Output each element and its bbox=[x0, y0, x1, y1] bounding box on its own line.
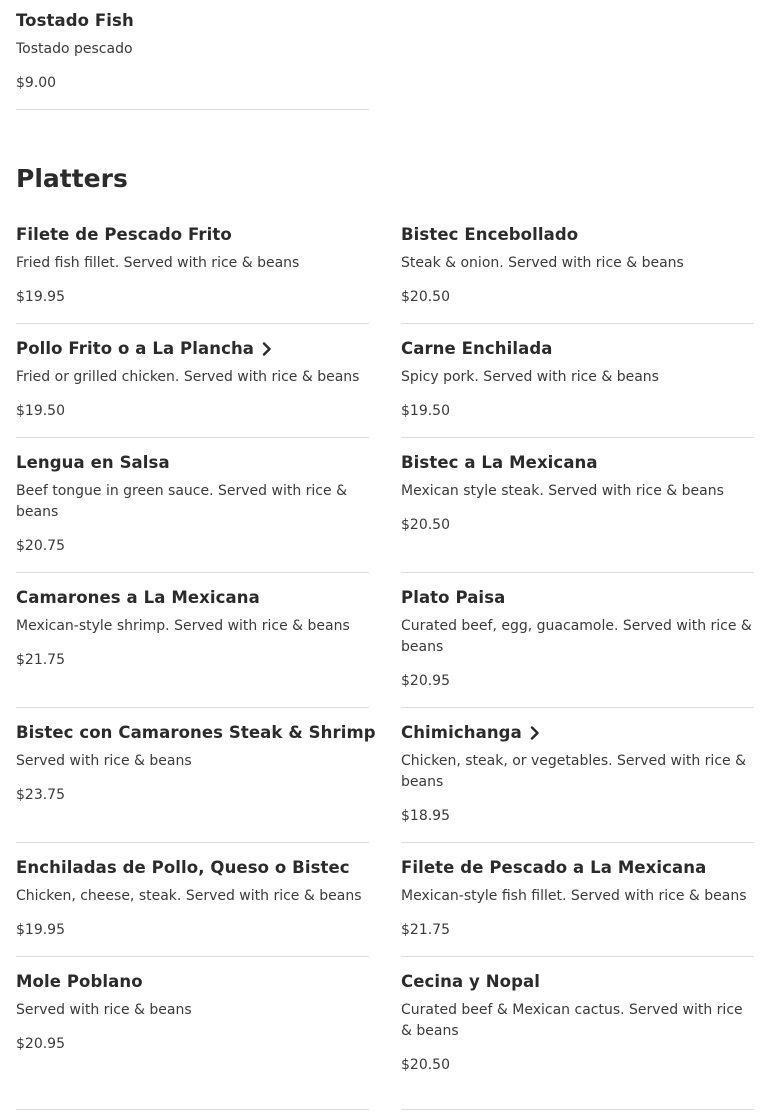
item-price: $19.50 bbox=[401, 403, 450, 419]
section-title: Platters bbox=[16, 164, 128, 193]
menu-item[interactable] bbox=[401, 858, 754, 957]
item-price: $21.75 bbox=[401, 922, 450, 938]
menu-item[interactable] bbox=[16, 972, 369, 1110]
item-description: Beef tongue in green sauce. Served with rice & beans bbox=[16, 483, 347, 520]
item-name: Camarones a La Mexicana bbox=[16, 588, 260, 607]
item-price: $20.95 bbox=[401, 673, 450, 689]
chevron-right-icon[interactable] bbox=[530, 726, 540, 740]
menu-item[interactable] bbox=[401, 453, 754, 573]
item-description: Chicken, steak, or vegetables. Served with rice & beans bbox=[401, 753, 747, 790]
item-name: Mole Poblano bbox=[16, 972, 143, 991]
item-price: $23.75 bbox=[16, 787, 65, 803]
item-description: Served with rice & beans bbox=[16, 1002, 192, 1018]
item-price: $21.75 bbox=[16, 652, 65, 668]
item-description: Mexican-style fish fillet. Served with rice & beans bbox=[401, 888, 747, 904]
item-name: Bistec a La Mexicana bbox=[401, 453, 598, 472]
item-price: $19.50 bbox=[16, 403, 65, 419]
item-name: Bistec con Camarones Steak & Shrimp bbox=[16, 723, 376, 742]
menu-item[interactable] bbox=[16, 588, 369, 708]
item-description: Curated beef, egg, guacamole. Served with rice & beans bbox=[401, 618, 752, 655]
item-name: Lengua en Salsa bbox=[16, 453, 170, 472]
item-name: Cecina y Nopal bbox=[401, 972, 541, 991]
item-price: $19.95 bbox=[16, 289, 65, 305]
item-description: Mexican-style shrimp. Served with rice & beans bbox=[16, 618, 350, 634]
item-name: Carne Enchilada bbox=[401, 339, 553, 358]
item-description: Fried fish fillet. Served with rice & beans bbox=[16, 255, 300, 271]
item-description: Served with rice & beans bbox=[16, 753, 192, 769]
item-description: Mexican style steak. Served with rice & beans bbox=[401, 483, 724, 499]
chevron-right-icon[interactable] bbox=[262, 342, 272, 356]
item-name: Filete de Pescado a La Mexicana bbox=[401, 858, 707, 877]
menu-item[interactable] bbox=[16, 723, 376, 843]
item-description: Steak & onion. Served with rice & beans bbox=[401, 255, 684, 271]
menu-item[interactable] bbox=[16, 339, 369, 438]
menu-item[interactable] bbox=[401, 225, 754, 324]
menu-item[interactable] bbox=[16, 11, 369, 110]
item-name: Bistec Encebollado bbox=[401, 225, 579, 244]
item-description: Chicken, cheese, steak. Served with rice & beans bbox=[16, 888, 362, 904]
item-price: $9.00 bbox=[16, 75, 57, 91]
item-name: Plato Paisa bbox=[401, 588, 506, 607]
item-description: Fried or grilled chicken. Served with rice & beans bbox=[16, 369, 360, 385]
item-price: $20.95 bbox=[16, 1036, 65, 1052]
item-description: Curated beef & Mexican cactus. Served with rice & beans bbox=[401, 1002, 743, 1039]
menu-item[interactable] bbox=[401, 723, 754, 843]
menu-item[interactable] bbox=[401, 588, 754, 708]
item-price: $20.50 bbox=[401, 1057, 450, 1073]
menu-item[interactable] bbox=[401, 339, 754, 438]
item-name: Chimichanga bbox=[401, 723, 522, 742]
item-description: Spicy pork. Served with rice & beans bbox=[401, 369, 659, 385]
item-price: $19.95 bbox=[16, 922, 65, 938]
item-price: $20.50 bbox=[401, 517, 450, 533]
item-description: Tostado pescado bbox=[16, 41, 133, 57]
menu-item[interactable] bbox=[16, 225, 369, 324]
item-price: $18.95 bbox=[401, 808, 450, 824]
menu-item[interactable] bbox=[401, 972, 754, 1110]
item-name: Filete de Pescado Frito bbox=[16, 225, 232, 244]
item-price: $20.75 bbox=[16, 538, 65, 554]
item-price: $20.50 bbox=[401, 289, 450, 305]
item-name: Tostado Fish bbox=[16, 11, 134, 30]
menu-item[interactable] bbox=[16, 453, 369, 573]
item-name: Enchiladas de Pollo, Queso o Bistec bbox=[16, 858, 350, 877]
menu-item[interactable] bbox=[16, 858, 369, 957]
item-name: Pollo Frito o a La Plancha bbox=[16, 339, 255, 358]
